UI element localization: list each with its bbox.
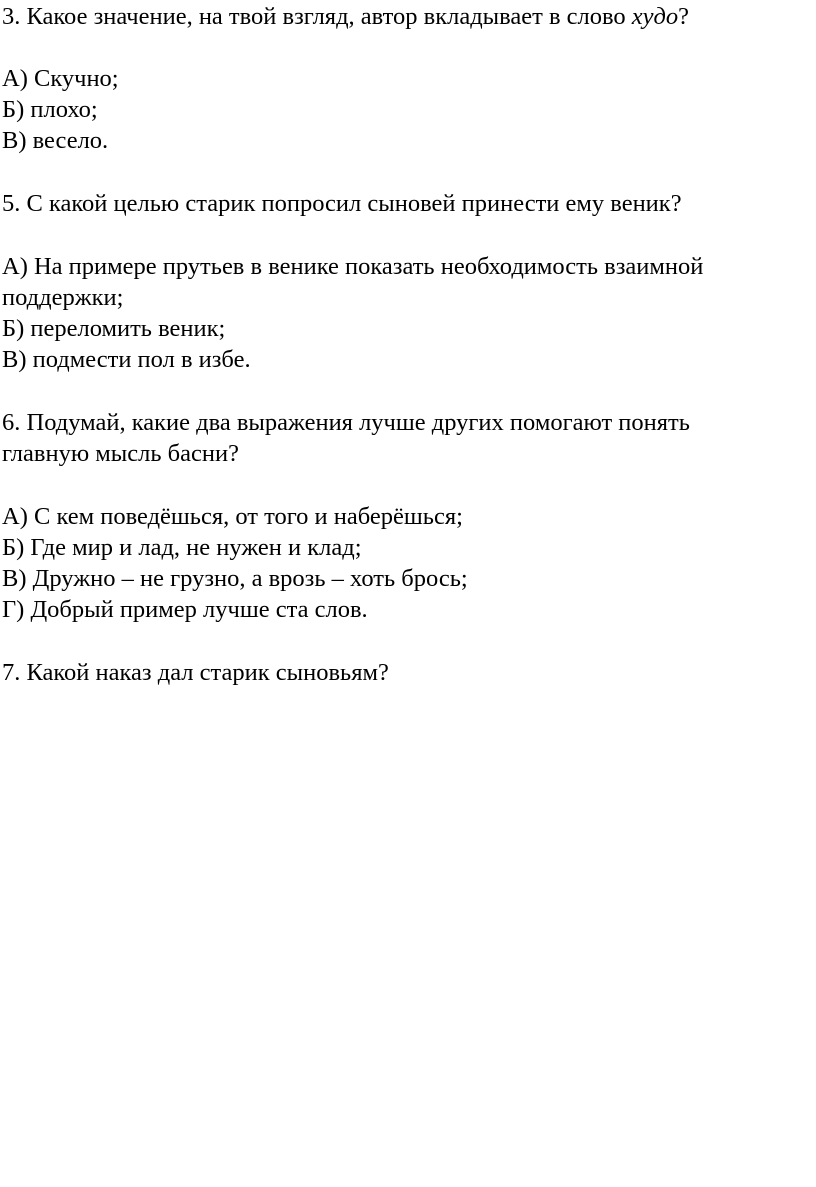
question-5-prompt: 5. С какой целью старик попросил сыновей принести ему веник? xyxy=(2,190,682,217)
question-5-option-b: Б) переломить веник; xyxy=(2,315,226,342)
question-3-option-a: А) Скучно; xyxy=(2,65,119,92)
question-6-option-c: В) Дружно – не грузно, а врозь – хоть брось; xyxy=(2,565,468,592)
question-3-prompt xyxy=(2,2,689,32)
question-5-option-a-continued: поддержки; xyxy=(2,284,124,311)
question-7-prompt: 7. Какой наказ дал старик сыновьям? xyxy=(2,659,389,686)
question-6-option-d: Г) Добрый пример лучше ста слов. xyxy=(2,596,368,623)
question-3-option-c: В) весело. xyxy=(2,127,109,154)
question-5-option-c: В) подмести пол в избе. xyxy=(2,346,251,373)
question-3-prompt-text: 3. Какое значение, на твой взгляд, автор вкладывает в слово xyxy=(2,3,632,30)
question-5-option-a: А) На примере прутьев в венике показать необходимость взаимной xyxy=(2,253,704,280)
question-3-prompt-end: ? xyxy=(678,3,689,30)
question-3-emphasis-word: худо xyxy=(631,3,679,30)
question-6-prompt-line-1: 6. Подумай, какие два выражения лучше других помогают понять xyxy=(2,409,690,436)
question-3-option-b: Б) плохо; xyxy=(2,96,98,123)
question-6-option-b: Б) Где мир и лад, не нужен и клад; xyxy=(2,534,362,561)
question-6-prompt-line-2: главную мысль басни? xyxy=(2,440,239,467)
question-6-option-a: А) С кем поведёшься, от того и наберёшься; xyxy=(2,503,463,530)
